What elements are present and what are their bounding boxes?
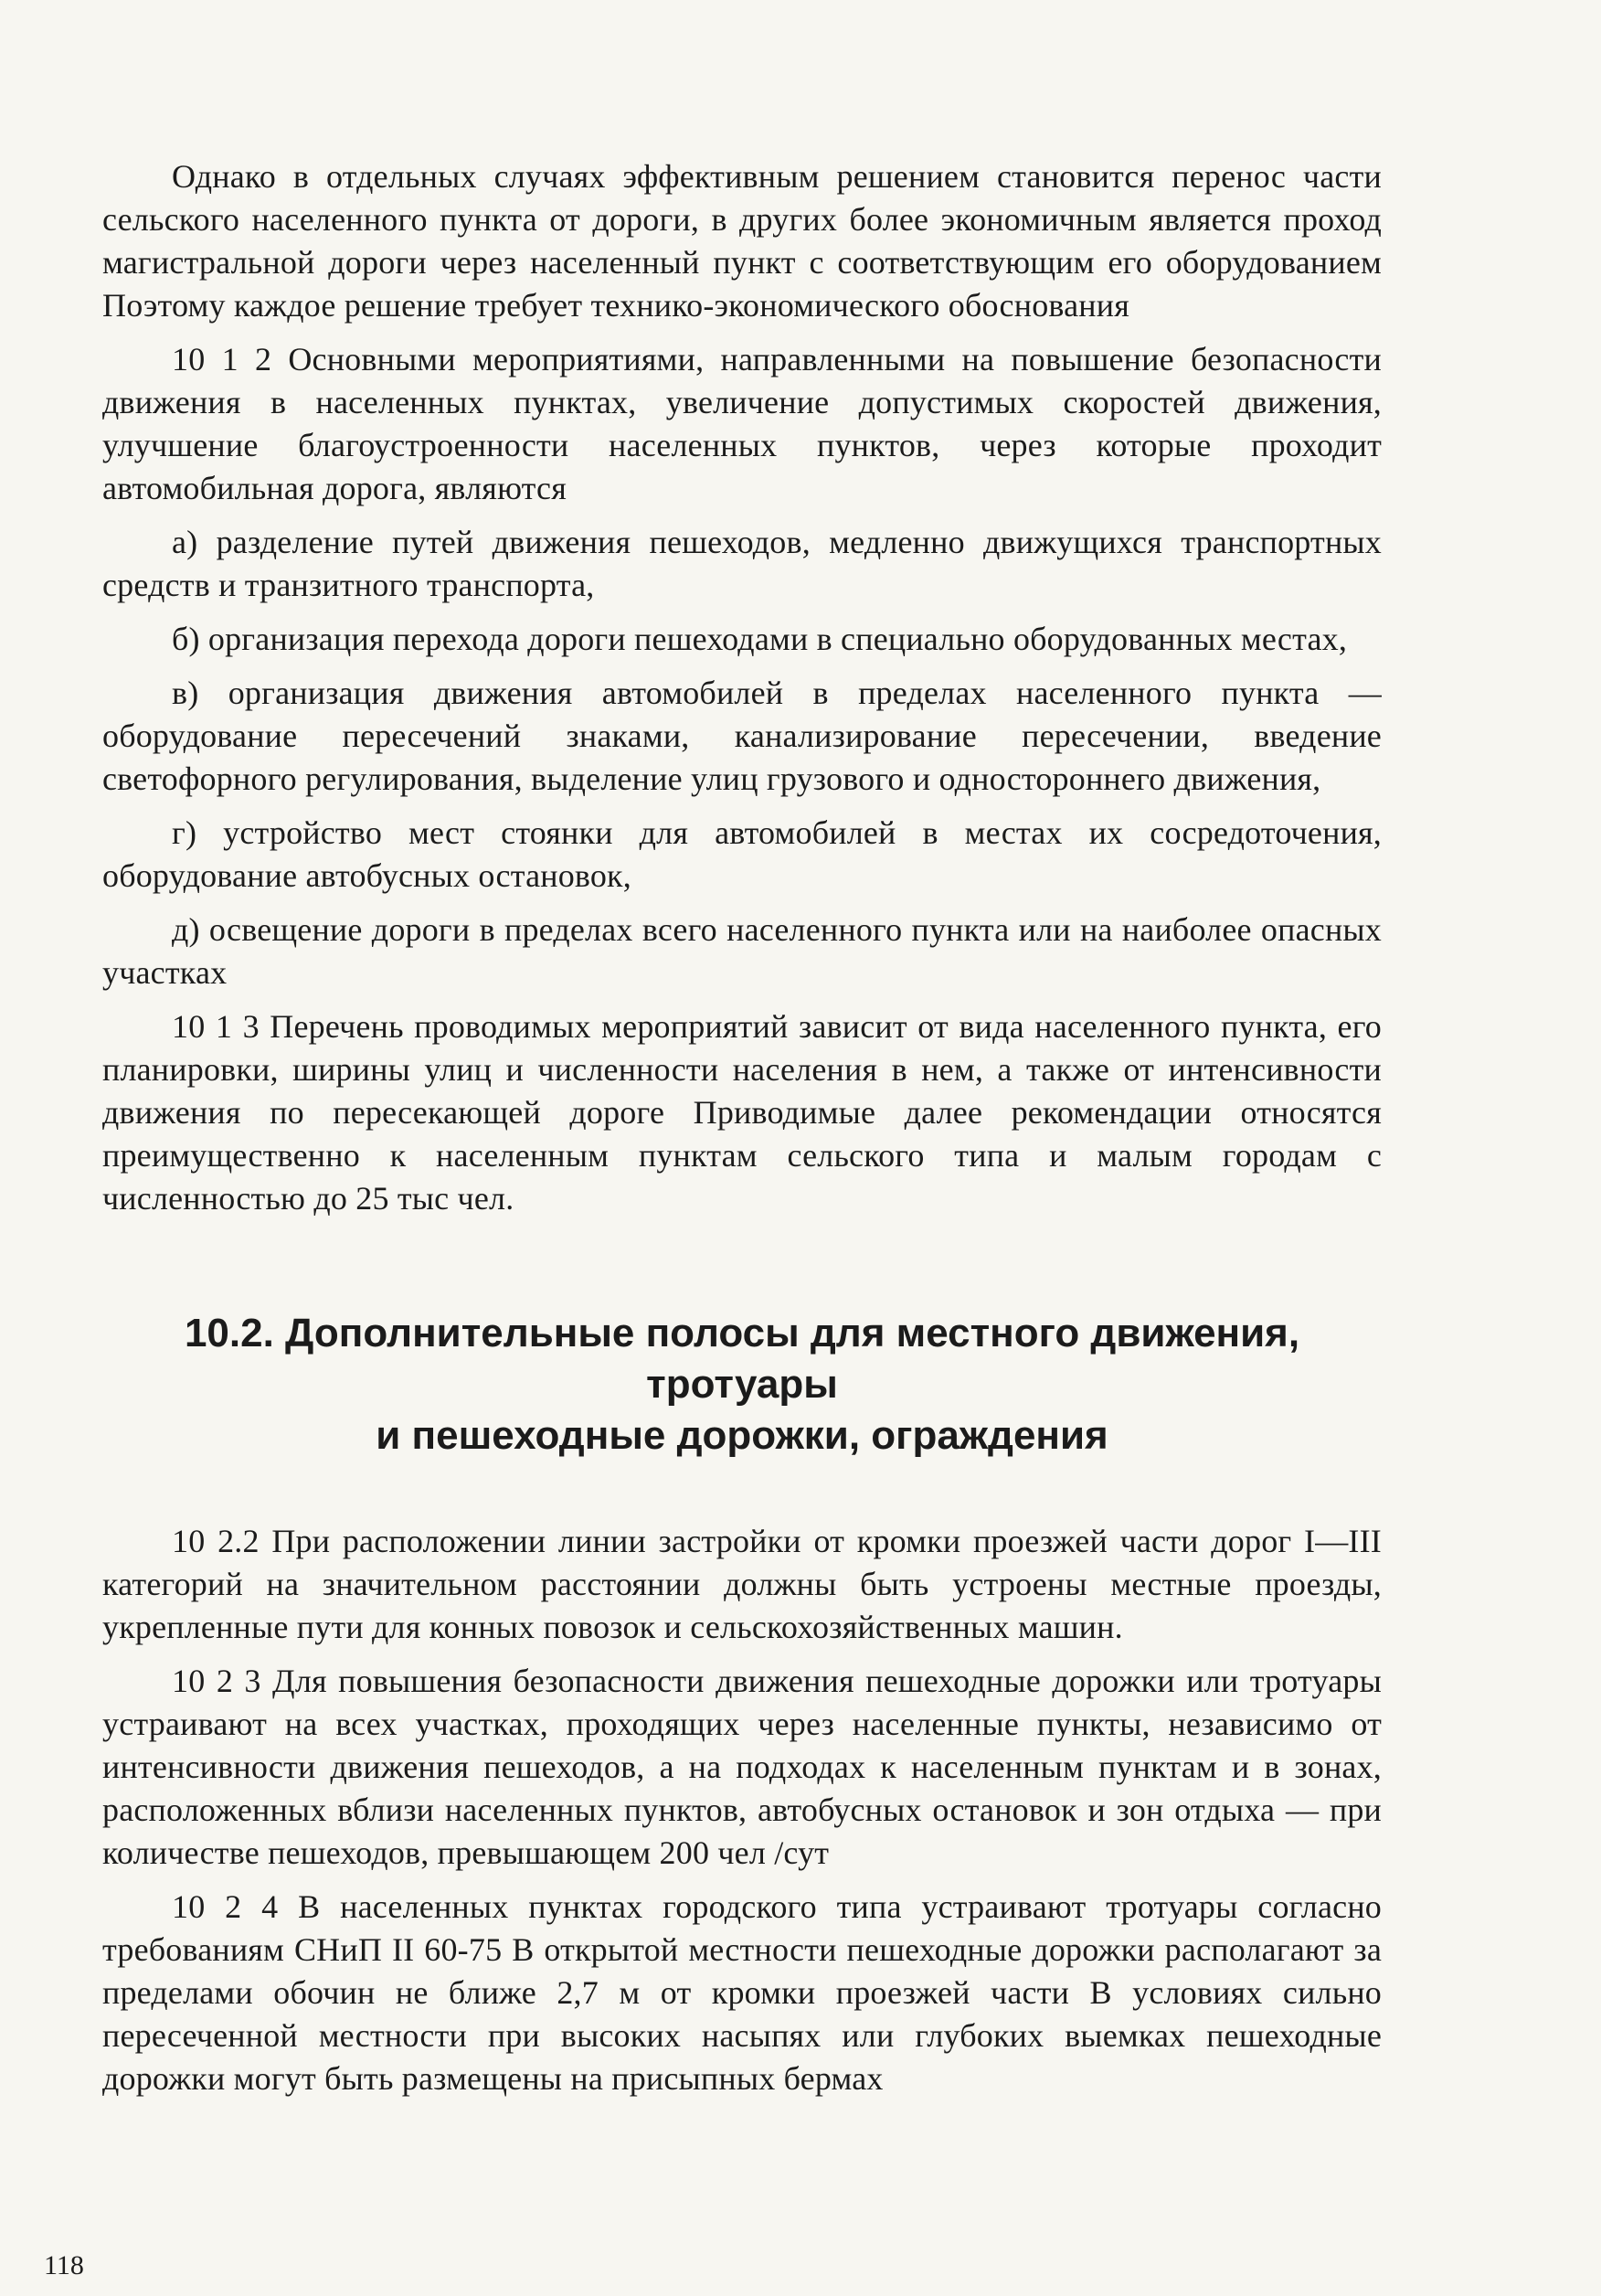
list-item-a: а) разделение путей движения пешеходов, медленно движущихся транспортных средств и транзитного транспорта, [102, 524, 1382, 603]
paragraph-10-2-3: 10 2 3 Для повышения безопасности движения пешеходные дорожки или тротуары устраивают на всех участках, проходящих через населенные пункты, независимо от интенсивности движения пешеходов, а на подходах к населенным пунктам и в зонах, расположенных вблизи населенных пунктов, автобусных остановок и зон отдыха — при количестве пешеходов, превышающем 200 чел /сут [102, 1663, 1382, 1871]
section-heading [102, 1308, 1382, 1462]
list-item-g: г) устройство мест стоянки для автомобилей в местах их сосредоточения, оборудование автобусных остановок, [102, 814, 1382, 894]
paragraph-10-2-4: 10 2 4 В населенных пунктах городского типа устраивают тротуары согласно требованиям СНиП II 60-75 В открытой местности пешеходные дорожки располагают за пределами обочин не ближе 2,7 м от кромки проезжей части В условиях сильно пересеченной местности при высоких насыпях или глубоких выемках пешеходные дорожки могут быть размещены на присыпных бермах [102, 1888, 1382, 2097]
section-heading-line-2: и пешеходные дорожки, ограждения [376, 1413, 1108, 1458]
list-item-b: б) организация перехода дороги пешеходами в специально оборудованных местах, [172, 621, 1348, 657]
section-heading-line-1: 10.2. Дополнительные полосы для местного движения, тротуары [184, 1311, 1300, 1407]
paragraph-10-1-2: 10 1 2 Основными мероприятиями, направленными на повышение безопасности движения в населенных пунктах, увеличение допустимых скоростей движения, улучшение благоустроенности населенных пунктов, через которые проходит автомобильная дорога, являются [102, 341, 1382, 506]
list-item-d: д) освещение дороги в пределах всего населенного пункта или на наиболее опасных участках [102, 911, 1382, 991]
list-item-v: в) организация движения автомобилей в пределах населенного пункта — оборудование пересечений знаками, канализирование пересечении, введение светофорного регулирования, выделение улиц грузового и одностороннего движения, [102, 675, 1382, 797]
page-number: 118 [44, 2250, 84, 2280]
document-page [102, 155, 1382, 2111]
paragraph-intro: Однако в отдельных случаях эффективным решением становится перенос части сельского населенного пункта от дороги, в других более экономичным является проход магистральной дороги через населенный пункт с соответствующим его оборудованием Поэтому каждое решение требует технико-экономического обоснования [102, 158, 1382, 324]
paragraph-10-2-2: 10 2.2 При расположении линии застройки от кромки проезжей части дорог I—III категорий на значительном расстоянии должны быть устроены местные проезды, укрепленные пути для конных повозок и сельскохозяйственных машин. [102, 1523, 1382, 1645]
paragraph-10-1-3: 10 1 3 Перечень проводимых мероприятий зависит от вида населенного пункта, его планировки, ширины улиц и численности населения в нем, а также от интенсивности движения по пересекающей дороге Приводимые далее рекомендации относятся преимущественно к населенным пунктам сельского типа и малым городам с численностью до 25 тыс чел. [102, 1008, 1382, 1217]
